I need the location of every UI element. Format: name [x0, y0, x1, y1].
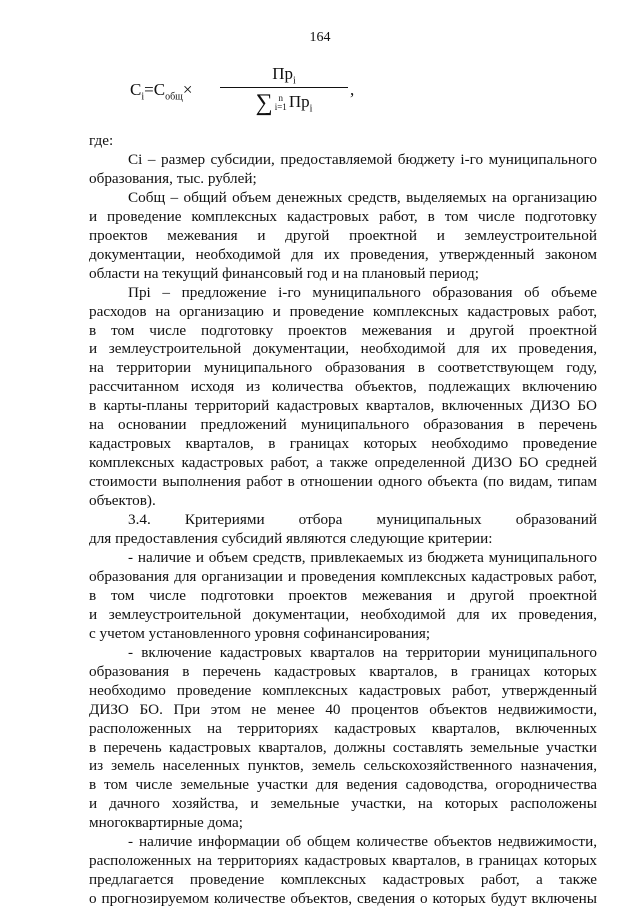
- text-line: образования для организации и проведения комплексных кадастровых работ,: [89, 567, 597, 585]
- text-line: и дачного хозяйства, и земельные участки, на которых расположены: [89, 795, 597, 813]
- text-line: - наличие информации об общем количестве объектов недвижимости,: [128, 833, 597, 851]
- text-line: где:: [89, 132, 114, 149]
- text-line: многоквартирные дома;: [89, 814, 243, 832]
- text-line: кадастровых кварталов, в границах которых необходимо проведение: [89, 435, 597, 453]
- body-text: [89, 132, 597, 909]
- text-line: 3.4. Критериями отбора муниципальных образований: [128, 511, 597, 529]
- text-line: на основании предложений муниципального образования в перечень: [89, 416, 597, 434]
- sum-limits: n i=1: [274, 93, 287, 113]
- formula-denominator: ∑ n i=1 $Пр_i$: [255, 90, 313, 116]
- text-line: документации, необходимой для их проведения, утвержденный законом: [89, 245, 597, 263]
- text-line: расположенных на территориях кадастровых кварталов, в границах которых: [89, 852, 597, 870]
- text-line: о прогнозируемом количестве объектов, сведения о которых будут включены: [89, 890, 597, 908]
- formula-lhs: $C_i=C_{общ}\times$: [130, 80, 193, 103]
- text-line: стоимости выполнения работ в отношении одного объекта (по видам, типам: [89, 473, 597, 491]
- fraction-bar: [220, 87, 348, 88]
- text-line: и землеустроительной документации, необходимой для их проведения,: [89, 605, 597, 623]
- text-line: в том числе земельные участки для ведения садоводства, огородничества: [89, 776, 597, 794]
- formula-comma: ,: [350, 80, 355, 99]
- text-line: образования в перечень кадастровых кварталов, в границах которых: [89, 662, 597, 680]
- text-line: расположенных на территориях кадастровых кварталов, включенных: [89, 719, 597, 737]
- text-line: в карты-планы территорий кадастровых кварталов, включенных ДИЗО БО: [89, 397, 597, 415]
- text-line: и проведение комплексных кадастровых работ, в том числе подготовку: [89, 207, 597, 225]
- text-line: предлагается проведение комплексных кадастровых работ, а также: [89, 871, 597, 889]
- text-line: - включение кадастровых кварталов на территории муниципального: [128, 643, 597, 661]
- text-line: в том числе подготовки проектов межевания и другой проектной: [89, 586, 597, 604]
- text-line: из земель населенных пунктов, земель сельскохозяйственного назначения,: [89, 757, 597, 775]
- text-line: с учетом установленного уровня софинансирования;: [89, 624, 431, 642]
- text-line: объектов).: [89, 492, 156, 510]
- page-number: 164: [309, 30, 331, 45]
- text-line: комплексных кадастровых работ, а также определенной ДИЗО БО средней: [89, 454, 597, 472]
- text-line: в перечень кадастровых кварталов, должны составлять земельные участки: [89, 738, 597, 756]
- text-line: Ci – размер субсидии, предоставляемой бюджету i-го муниципального: [128, 150, 597, 168]
- text-line: проектов межевания и другой проектной и землеустроительной: [89, 226, 597, 244]
- text-line: Прi – предложение i-го муниципального образования об объеме: [128, 283, 597, 301]
- text-line: - наличие и объем средств, привлекаемых из бюджета муниципального: [128, 548, 597, 566]
- text-line: для предоставления субсидий являются следующие критерии:: [89, 530, 493, 548]
- text-line: образования, тыс. рублей;: [89, 169, 257, 187]
- sum-symbol: ∑: [255, 90, 273, 116]
- text-line: расходов на организацию и проведение комплексных кадастровых работ,: [89, 302, 597, 320]
- text-line: и землеустроительной документации, необходимой для их проведения,: [89, 340, 597, 358]
- text-line: ДИЗО БО. При этом не менее 40 процентов объектов недвижимости,: [89, 700, 597, 718]
- text-line: на территории муниципального образования в соответствующем году,: [89, 359, 597, 377]
- text-line: области на текущий финансовый год и на плановый период;: [89, 264, 479, 282]
- text-line: Cобщ – общий объем денежных средств, выделяемых на организацию: [128, 188, 597, 206]
- text-line: необходимо проведение комплексных кадастровых работ, утвержденный: [89, 681, 597, 699]
- text-line: рассчитанном исходя из количества объектов, подлежащих включению: [89, 378, 597, 396]
- formula-numerator: $Пр_i$: [272, 64, 296, 87]
- formula-fraction: [220, 64, 348, 117]
- text-line: в том числе подготовку проектов межевания и другой проектной: [89, 321, 597, 339]
